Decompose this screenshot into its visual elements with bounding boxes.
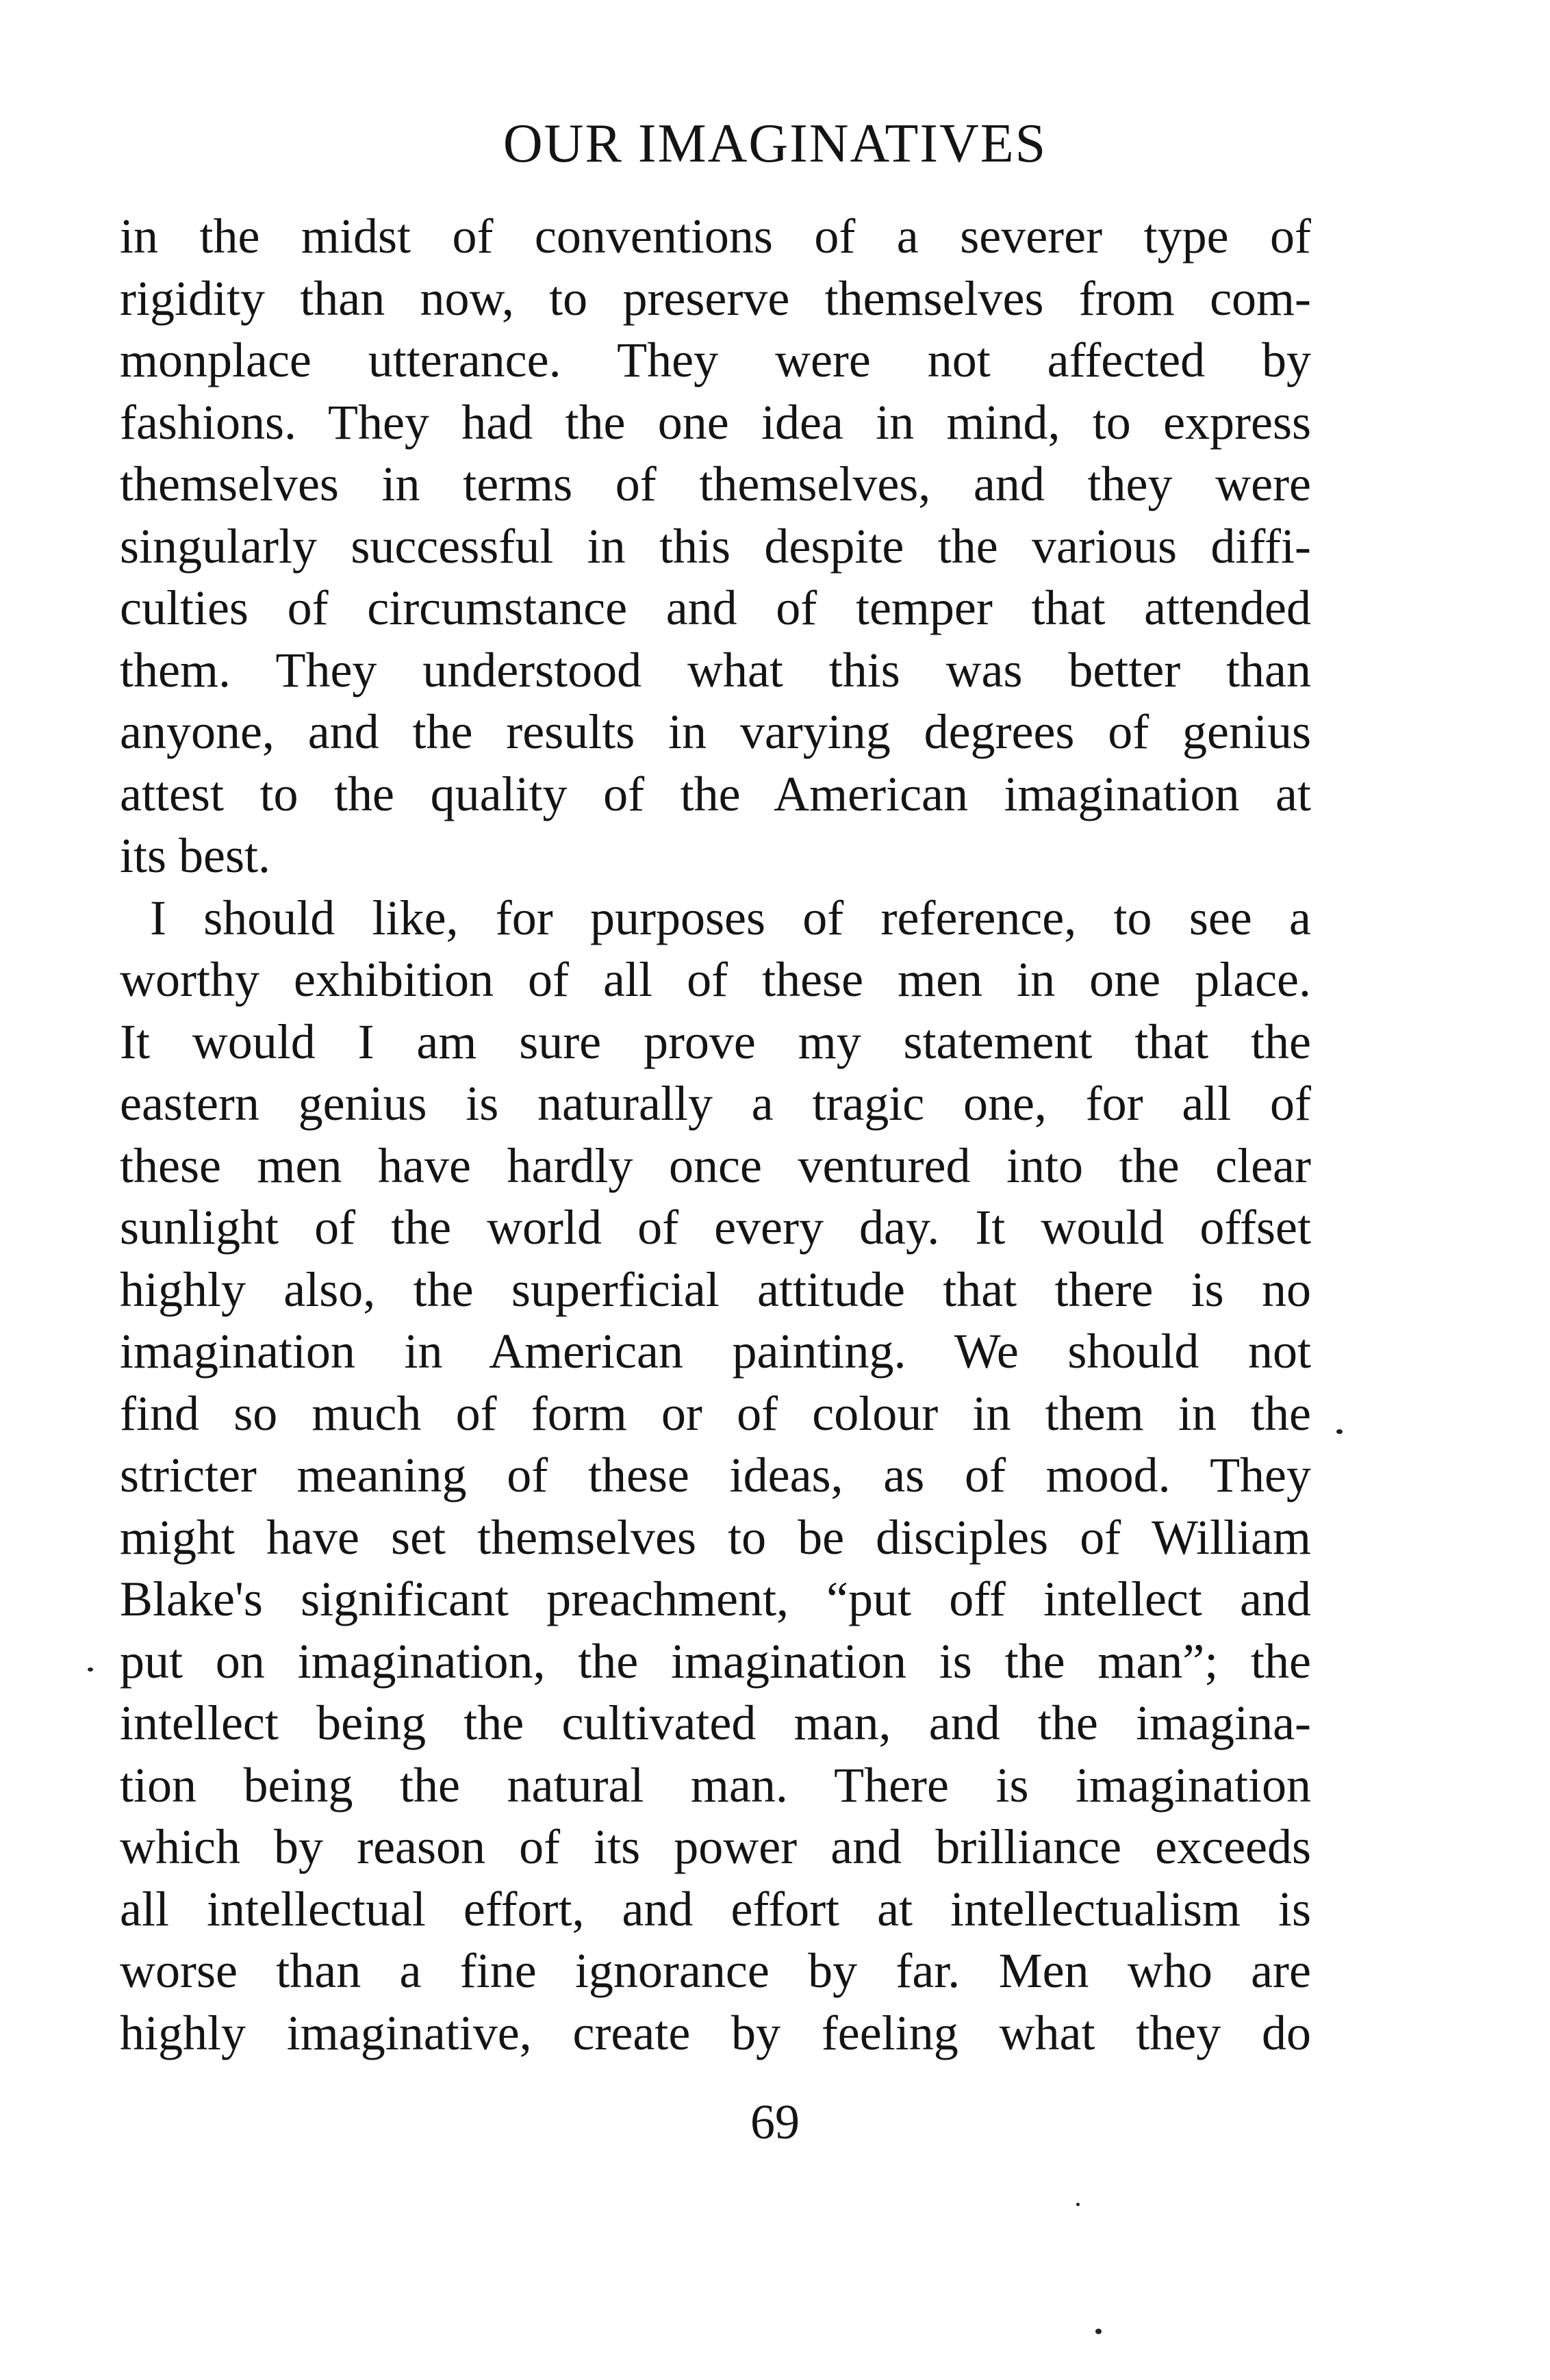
text-line: fashions. They had the one idea in mind, to express: [120, 394, 1311, 450]
text-line: all intellectual effort, and effort at intellectualism is: [120, 1881, 1311, 1936]
body-text: [120, 205, 1311, 2064]
text-line: singularly successful in this despite the various diffi-: [120, 518, 1311, 574]
text-line: rigidity than now, to preserve themselves from com-: [120, 270, 1311, 326]
text-line: sunlight of the world of every day. It would offset: [120, 1200, 1311, 1255]
text-line: put on imagination, the imagination is the man”; the: [120, 1633, 1311, 1689]
paragraph-end-line: its best.: [120, 828, 271, 883]
text-line: highly imaginative, create by feeling what they do: [120, 2005, 1311, 2060]
ink-speck: [1095, 2329, 1102, 2334]
text-line: It would I am sure prove my statement that the: [120, 1014, 1311, 1069]
running-head: OUR IMAGINATIVES: [503, 114, 1047, 174]
text-line: highly also, the superficial attitude that there is no: [120, 1262, 1311, 1317]
text-line: tion being the natural man. There is imagination: [120, 1757, 1311, 1813]
ink-speck: [1076, 2203, 1080, 2206]
ink-speck: [1336, 1429, 1343, 1434]
text-line: stricter meaning of these ideas, as of mood. They: [120, 1448, 1311, 1502]
text-line: these men have hardly once ventured into the clear: [120, 1138, 1311, 1193]
text-line: might have set themselves to be disciples of William: [120, 1509, 1311, 1565]
text-line: monplace utterance. They were not affected by: [120, 333, 1311, 387]
text-line: anyone, and the results in varying degrees of genius: [120, 704, 1311, 759]
text-line: culties of circumstance and of temper that attended: [120, 580, 1311, 635]
paragraph-start-line: I should like, for purposes of reference, to see a: [150, 890, 1311, 945]
page-number: 69: [750, 2095, 800, 2149]
text-line: eastern genius is naturally a tragic one, for all of: [120, 1076, 1311, 1131]
text-line: Blake's significant preachment, “put off intellect and: [120, 1572, 1311, 1626]
text-line: intellect being the cultivated man, and the imagina-: [120, 1696, 1311, 1750]
ink-speck: [88, 1667, 93, 1672]
text-line: imagination in American painting. We should not: [120, 1324, 1311, 1379]
text-line: themselves in terms of themselves, and they were: [120, 457, 1311, 511]
text-line: attest to the quality of the American imagination at: [120, 766, 1311, 821]
text-line: in the midst of conventions of a severer type of: [120, 209, 1311, 264]
text-line: worse than a fine ignorance by far. Men who are: [120, 1943, 1311, 1998]
text-line: worthy exhibition of all of these men in one place.: [120, 952, 1311, 1007]
text-line: find so much of form or of colour in them in the: [120, 1385, 1311, 1441]
text-line: them. They understood what this was better than: [120, 642, 1311, 698]
text-line: which by reason of its power and brilliance exceeds: [120, 1819, 1311, 1874]
